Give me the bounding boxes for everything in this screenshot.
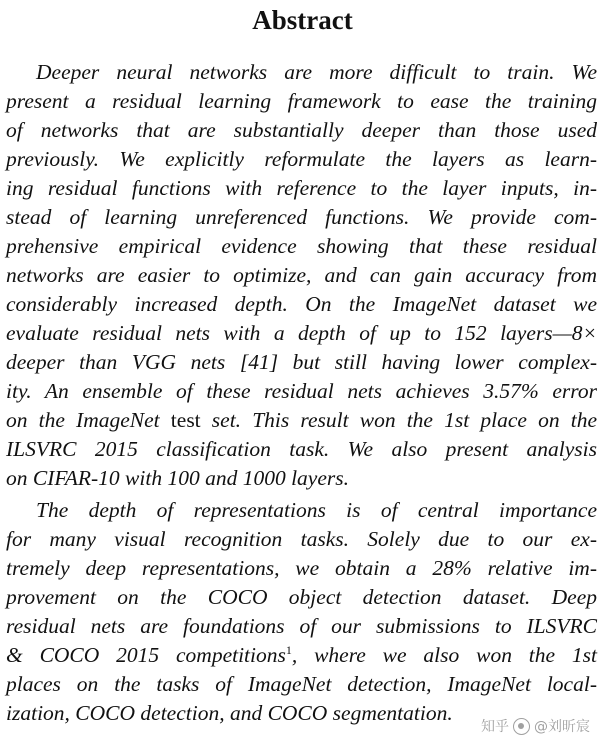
watermark xyxy=(478,715,593,737)
text-line: deeper than VGG nets [41] but still having lower complex- xyxy=(6,350,597,374)
text-line: The depth of representations is of central importance xyxy=(36,498,597,522)
text-line xyxy=(6,641,597,670)
text-segment: on the ImageNet xyxy=(6,408,171,432)
upright-text: test xyxy=(170,408,201,432)
abstract-paragraph-2 xyxy=(6,496,597,728)
text-line: on CIFAR-10 with 100 and 1000 layers. xyxy=(6,466,349,490)
text-line: stead of learning unreferenced functions. We provide com- xyxy=(6,205,597,229)
text-line: for many visual recognition tasks. Solely due to our ex- xyxy=(6,527,597,551)
text-line: prehensive empirical evidence showing that these residual xyxy=(6,234,597,258)
text-line: ing residual functions with reference to the layer inputs, in- xyxy=(6,176,597,200)
text-line: ILSVRC 2015 classification task. We also present analysis xyxy=(6,437,597,461)
text-line: places on the tasks of ImageNet detection, ImageNet local- xyxy=(6,672,597,696)
text-line: considerably increased depth. On the ImageNet dataset we xyxy=(6,292,597,316)
abstract-paragraph-1 xyxy=(6,58,597,493)
watermark-user: @刘昕宸 xyxy=(534,719,590,735)
text-line: evaluate residual nets with a depth of up to 152 layers—8× xyxy=(6,321,597,345)
text-line: previously. We explicitly reformulate the layers as learn- xyxy=(6,147,597,171)
abstract-heading: Abstract xyxy=(252,5,353,35)
text-segment: , where we also won the 1st xyxy=(291,643,597,667)
text-line xyxy=(6,406,597,435)
footnote-marker: 1 xyxy=(285,643,292,657)
text-line: of networks that are substantially deeper than those used xyxy=(6,118,597,142)
text-segment: & COCO 2015 competitions xyxy=(6,643,286,667)
watermark-site: 知乎 xyxy=(481,719,509,735)
text-line: ity. An ensemble of these residual nets achieves 3.57% error xyxy=(6,379,597,403)
text-line: provement on the COCO object detection dataset. Deep xyxy=(6,585,597,609)
abstract-body xyxy=(6,58,597,728)
text-segment: set. This result won the 1st place on the xyxy=(200,408,597,432)
text-line: tremely deep representations, we obtain a 28% relative im- xyxy=(6,556,597,580)
text-line: networks are easier to optimize, and can gain accuracy from xyxy=(6,263,597,287)
text-line: Deeper neural networks are more difficult to train. We xyxy=(36,60,597,84)
avatar-icon xyxy=(513,718,530,735)
text-line: residual nets are foundations of our submissions to ILSVRC xyxy=(6,614,597,638)
text-line: present a residual learning framework to ease the training xyxy=(6,89,597,113)
text-line: ization, COCO detection, and COCO segmentation. xyxy=(6,701,453,725)
